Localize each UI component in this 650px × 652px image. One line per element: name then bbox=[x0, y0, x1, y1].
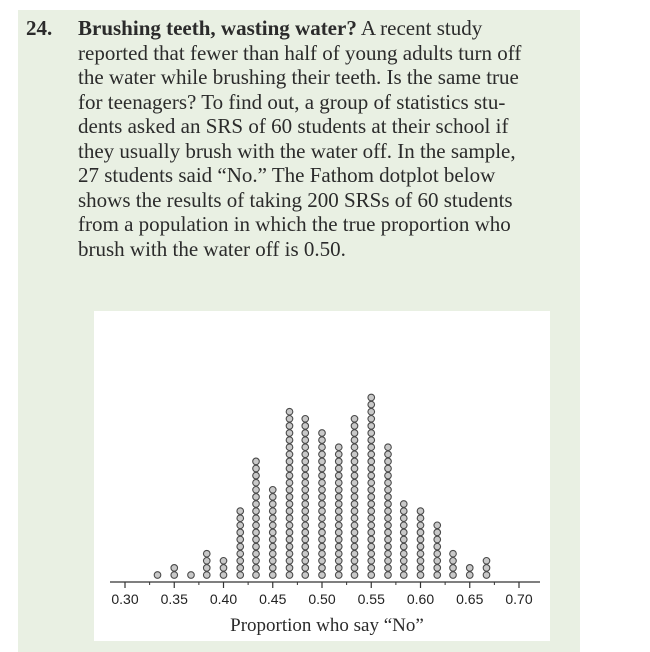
dot bbox=[253, 487, 260, 494]
dot bbox=[286, 515, 293, 522]
dot bbox=[351, 458, 358, 465]
dot bbox=[335, 529, 342, 536]
dot bbox=[351, 515, 358, 522]
dot bbox=[483, 572, 490, 579]
problem-line: they usually brush with the water off. In the sample, bbox=[78, 138, 516, 163]
dot bbox=[351, 479, 358, 486]
x-tick-label: 0.30 bbox=[111, 591, 139, 607]
dot bbox=[286, 472, 293, 479]
problem-line: brush with the water off is 0.50. bbox=[78, 236, 346, 261]
problem-line: shows the results of taking 200 SRSs of 60 students bbox=[78, 187, 513, 212]
dot bbox=[302, 550, 309, 557]
dot bbox=[385, 444, 392, 451]
dot bbox=[385, 465, 392, 472]
dot bbox=[220, 558, 227, 565]
dot bbox=[302, 543, 309, 550]
dot bbox=[400, 565, 407, 572]
dot bbox=[417, 515, 424, 522]
dot bbox=[269, 508, 276, 515]
dot bbox=[335, 444, 342, 451]
dot bbox=[253, 543, 260, 550]
x-tick-label: 0.40 bbox=[209, 591, 238, 607]
dot bbox=[434, 550, 441, 557]
dot bbox=[351, 508, 358, 515]
dot bbox=[335, 479, 342, 486]
dot bbox=[385, 529, 392, 536]
dot bbox=[368, 522, 375, 529]
dot bbox=[450, 565, 457, 572]
dot bbox=[434, 572, 441, 579]
dot bbox=[400, 558, 407, 565]
dot bbox=[385, 479, 392, 486]
dot bbox=[434, 529, 441, 536]
dot bbox=[368, 408, 375, 415]
dot bbox=[253, 508, 260, 515]
problem-text bbox=[26, 16, 578, 261]
dot bbox=[319, 501, 326, 508]
dot bbox=[154, 572, 161, 579]
dot bbox=[302, 515, 309, 522]
dot bbox=[400, 515, 407, 522]
dot bbox=[253, 529, 260, 536]
dot bbox=[286, 465, 293, 472]
dot bbox=[434, 565, 441, 572]
dot bbox=[368, 501, 375, 508]
dot bbox=[269, 572, 276, 579]
dot bbox=[351, 558, 358, 565]
dot bbox=[237, 543, 244, 550]
dot bbox=[253, 458, 260, 465]
dot bbox=[319, 458, 326, 465]
dot bbox=[368, 494, 375, 501]
dot bbox=[351, 543, 358, 550]
dot bbox=[400, 501, 407, 508]
dot bbox=[368, 401, 375, 408]
dot bbox=[368, 437, 375, 444]
dot bbox=[385, 550, 392, 557]
dot bbox=[368, 550, 375, 557]
dot bbox=[417, 522, 424, 529]
dot bbox=[368, 572, 375, 579]
dot bbox=[335, 543, 342, 550]
dot bbox=[302, 572, 309, 579]
problem-body bbox=[78, 16, 578, 261]
dot bbox=[220, 565, 227, 572]
dot bbox=[319, 550, 326, 557]
x-tick-label: 0.45 bbox=[259, 591, 287, 607]
dot bbox=[286, 508, 293, 515]
dot bbox=[237, 558, 244, 565]
dot bbox=[269, 536, 276, 543]
dot bbox=[253, 472, 260, 479]
dot bbox=[385, 494, 392, 501]
dot bbox=[368, 565, 375, 572]
dot bbox=[286, 430, 293, 437]
dot bbox=[335, 501, 342, 508]
dot bbox=[302, 416, 309, 423]
dot bbox=[335, 522, 342, 529]
dot bbox=[400, 522, 407, 529]
dot bbox=[286, 423, 293, 430]
dot bbox=[237, 508, 244, 515]
dot bbox=[434, 543, 441, 550]
dot bbox=[450, 550, 457, 557]
dot bbox=[319, 437, 326, 444]
dot bbox=[269, 487, 276, 494]
dot bbox=[351, 472, 358, 479]
problem-number: 24. bbox=[26, 16, 53, 40]
dot bbox=[483, 565, 490, 572]
dot bbox=[253, 501, 260, 508]
dot bbox=[253, 494, 260, 501]
dot bbox=[385, 572, 392, 579]
dot bbox=[302, 423, 309, 430]
dot bbox=[466, 565, 473, 572]
dot bbox=[253, 465, 260, 472]
dot bbox=[417, 543, 424, 550]
dot bbox=[220, 572, 227, 579]
dot bbox=[400, 543, 407, 550]
dot bbox=[319, 515, 326, 522]
dot bbox=[302, 508, 309, 515]
dot bbox=[302, 529, 309, 536]
dot bbox=[319, 487, 326, 494]
dot bbox=[269, 550, 276, 557]
problem-line: for teenagers? To find out, a group of statistics stu- bbox=[78, 89, 506, 114]
dot bbox=[203, 565, 210, 572]
dot bbox=[400, 572, 407, 579]
dot bbox=[417, 508, 424, 515]
problem-line: the water while brushing their teeth. Is the same true bbox=[78, 65, 519, 89]
dot bbox=[483, 558, 490, 565]
dot bbox=[417, 550, 424, 557]
dot bbox=[319, 494, 326, 501]
dot bbox=[400, 536, 407, 543]
x-tick-label: 0.70 bbox=[505, 591, 533, 607]
dot bbox=[417, 572, 424, 579]
dot bbox=[286, 550, 293, 557]
dot bbox=[368, 529, 375, 536]
dot bbox=[269, 501, 276, 508]
dot bbox=[385, 472, 392, 479]
dot bbox=[434, 558, 441, 565]
dot bbox=[269, 543, 276, 550]
dot bbox=[385, 565, 392, 572]
dot bbox=[351, 536, 358, 543]
dot bbox=[368, 536, 375, 543]
dot bbox=[286, 558, 293, 565]
dot bbox=[351, 437, 358, 444]
dot bbox=[368, 423, 375, 430]
dot bbox=[237, 565, 244, 572]
problem-line-1 bbox=[78, 16, 578, 41]
dot bbox=[335, 508, 342, 515]
dot bbox=[302, 458, 309, 465]
problem-lead: Brushing teeth, wasting water? bbox=[78, 16, 357, 40]
problem-line-1-rest: A recent study bbox=[356, 16, 483, 40]
dot bbox=[302, 522, 309, 529]
dot bbox=[385, 508, 392, 515]
dot bbox=[385, 501, 392, 508]
dot bbox=[335, 472, 342, 479]
dotplot-figure bbox=[94, 311, 550, 641]
x-tick-label: 0.50 bbox=[308, 591, 336, 607]
problem-line: dents asked an SRS of 60 students at their school if bbox=[78, 114, 509, 138]
dot bbox=[203, 550, 210, 557]
dot bbox=[351, 416, 358, 423]
dot bbox=[368, 458, 375, 465]
dot bbox=[368, 558, 375, 565]
dot bbox=[368, 444, 375, 451]
dot bbox=[385, 487, 392, 494]
dot bbox=[188, 572, 195, 579]
dot bbox=[286, 408, 293, 415]
dot bbox=[302, 430, 309, 437]
dot bbox=[286, 565, 293, 572]
dot bbox=[351, 501, 358, 508]
dot bbox=[237, 536, 244, 543]
dot bbox=[385, 558, 392, 565]
dot bbox=[368, 479, 375, 486]
dot bbox=[286, 444, 293, 451]
problem-line: reported that fewer than half of young adults turn off bbox=[78, 40, 522, 65]
dot bbox=[237, 529, 244, 536]
dot bbox=[302, 565, 309, 572]
dot bbox=[286, 494, 293, 501]
dot bbox=[286, 437, 293, 444]
dot bbox=[368, 465, 375, 472]
dot bbox=[237, 522, 244, 529]
dot bbox=[368, 451, 375, 458]
dot bbox=[351, 430, 358, 437]
dot bbox=[335, 515, 342, 522]
dot bbox=[286, 416, 293, 423]
dot bbox=[450, 558, 457, 565]
dot bbox=[351, 487, 358, 494]
dot bbox=[400, 550, 407, 557]
dot bbox=[302, 479, 309, 486]
dot bbox=[319, 572, 326, 579]
dot bbox=[302, 501, 309, 508]
dot bbox=[269, 522, 276, 529]
dot bbox=[385, 543, 392, 550]
dot bbox=[269, 565, 276, 572]
dot bbox=[351, 529, 358, 536]
dot bbox=[351, 465, 358, 472]
dot bbox=[269, 494, 276, 501]
dot bbox=[302, 465, 309, 472]
dot bbox=[385, 536, 392, 543]
dot bbox=[450, 572, 457, 579]
dot bbox=[253, 536, 260, 543]
dot bbox=[368, 487, 375, 494]
dot bbox=[319, 522, 326, 529]
dot bbox=[319, 444, 326, 451]
dot bbox=[171, 572, 178, 579]
dot bbox=[253, 550, 260, 557]
dot bbox=[319, 529, 326, 536]
dot bbox=[351, 572, 358, 579]
dot bbox=[368, 472, 375, 479]
dot bbox=[253, 522, 260, 529]
dot bbox=[335, 458, 342, 465]
dot bbox=[237, 572, 244, 579]
x-tick-label: 0.55 bbox=[357, 591, 385, 607]
dot bbox=[385, 515, 392, 522]
dot bbox=[319, 479, 326, 486]
dot bbox=[351, 444, 358, 451]
dot bbox=[385, 458, 392, 465]
dot bbox=[253, 515, 260, 522]
dot bbox=[417, 565, 424, 572]
dot bbox=[319, 543, 326, 550]
dot bbox=[368, 430, 375, 437]
dot bbox=[385, 522, 392, 529]
dot bbox=[319, 430, 326, 437]
dot bbox=[335, 565, 342, 572]
dot bbox=[351, 522, 358, 529]
dot bbox=[335, 451, 342, 458]
dot bbox=[302, 536, 309, 543]
dot bbox=[417, 529, 424, 536]
problem-line: from a population in which the true proportion who bbox=[78, 212, 511, 236]
dot bbox=[319, 508, 326, 515]
dot bbox=[368, 394, 375, 401]
x-tick-label: 0.65 bbox=[456, 591, 484, 607]
dot bbox=[286, 458, 293, 465]
dot bbox=[203, 558, 210, 565]
dot bbox=[253, 565, 260, 572]
dot bbox=[319, 565, 326, 572]
dot bbox=[351, 423, 358, 430]
dot bbox=[335, 465, 342, 472]
dot bbox=[400, 508, 407, 515]
dot bbox=[335, 494, 342, 501]
dot bbox=[335, 572, 342, 579]
dot bbox=[351, 550, 358, 557]
dot bbox=[319, 558, 326, 565]
dot bbox=[417, 536, 424, 543]
dot bbox=[269, 529, 276, 536]
dot bbox=[400, 529, 407, 536]
dot bbox=[253, 479, 260, 486]
dot bbox=[286, 529, 293, 536]
dot bbox=[269, 515, 276, 522]
dot bbox=[302, 451, 309, 458]
dot bbox=[351, 494, 358, 501]
dot bbox=[434, 536, 441, 543]
dot bbox=[319, 465, 326, 472]
dot bbox=[368, 416, 375, 423]
dot bbox=[253, 572, 260, 579]
dot bbox=[286, 536, 293, 543]
x-tick-label: 0.35 bbox=[160, 591, 188, 607]
dot bbox=[286, 572, 293, 579]
dot bbox=[417, 558, 424, 565]
dot bbox=[434, 522, 441, 529]
dot bbox=[335, 487, 342, 494]
dot bbox=[286, 543, 293, 550]
dot bbox=[319, 451, 326, 458]
dot bbox=[302, 472, 309, 479]
dot bbox=[302, 494, 309, 501]
dot bbox=[269, 558, 276, 565]
dot bbox=[351, 565, 358, 572]
dot bbox=[237, 550, 244, 557]
dot bbox=[368, 508, 375, 515]
dot bbox=[171, 565, 178, 572]
dot bbox=[335, 550, 342, 557]
problem-line: 27 students said “No.” The Fathom dotplot below bbox=[78, 163, 496, 187]
dot bbox=[237, 515, 244, 522]
dot bbox=[319, 536, 326, 543]
dot bbox=[302, 558, 309, 565]
dot bbox=[335, 536, 342, 543]
dot bbox=[368, 515, 375, 522]
x-tick-label: 0.60 bbox=[406, 591, 435, 607]
dot bbox=[253, 558, 260, 565]
x-axis-title: Proportion who say “No” bbox=[230, 615, 424, 636]
dot bbox=[286, 522, 293, 529]
dot bbox=[286, 479, 293, 486]
dot bbox=[302, 487, 309, 494]
dot bbox=[286, 501, 293, 508]
dot bbox=[335, 558, 342, 565]
dot bbox=[319, 472, 326, 479]
dot bbox=[286, 451, 293, 458]
dot bbox=[302, 437, 309, 444]
dot bbox=[286, 487, 293, 494]
dot bbox=[466, 572, 473, 579]
dot bbox=[368, 543, 375, 550]
dot bbox=[385, 451, 392, 458]
dotplot-chart bbox=[94, 311, 550, 641]
dot bbox=[351, 451, 358, 458]
dot bbox=[302, 444, 309, 451]
dot bbox=[203, 572, 210, 579]
